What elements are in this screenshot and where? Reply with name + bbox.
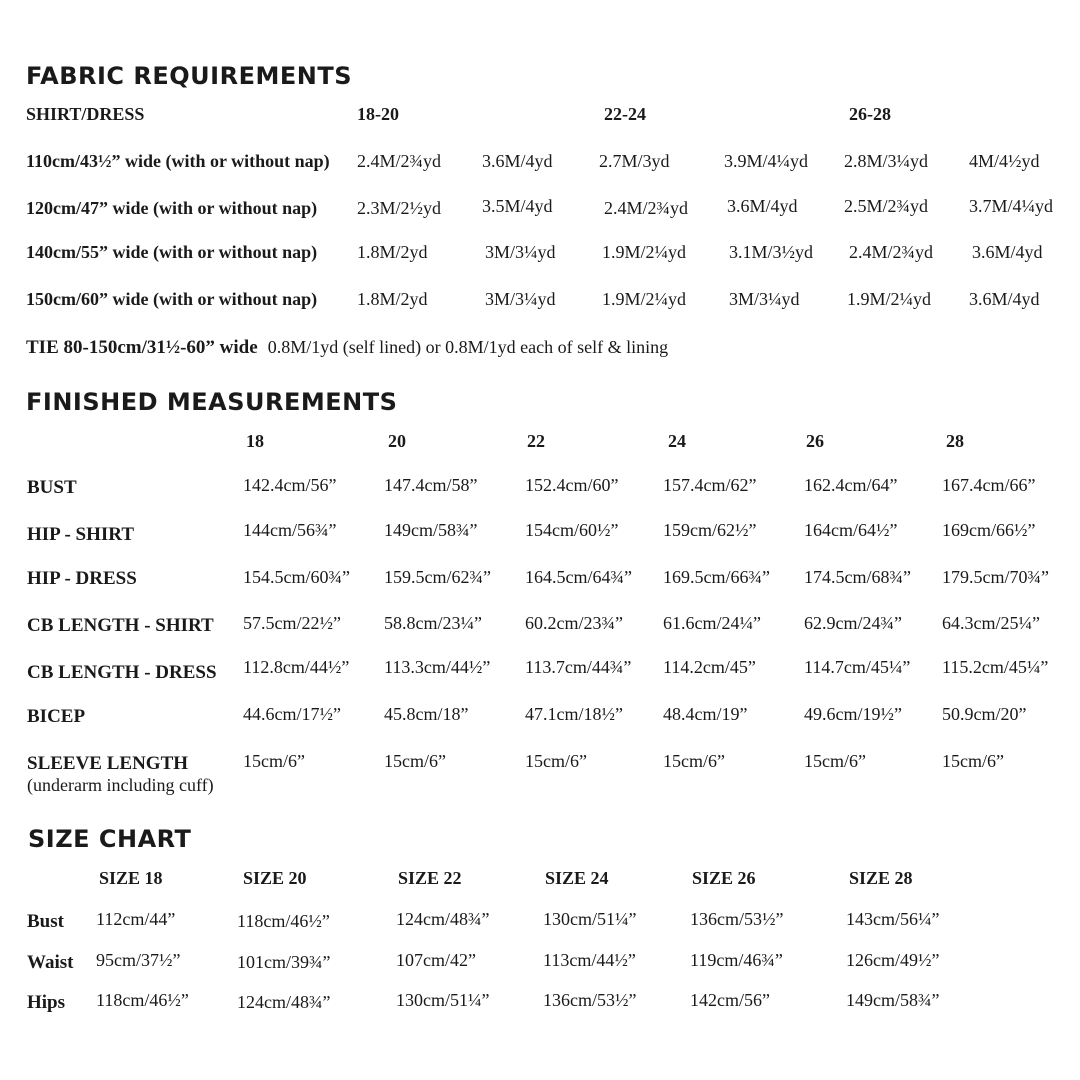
measure-value: 159.5cm/62¾”: [384, 567, 491, 587]
fabric-value: 3.1M/3½yd: [729, 242, 814, 262]
size-chart-value: 101cm/39¾”: [237, 952, 331, 972]
measure-value: 169.5cm/66¾”: [663, 567, 770, 587]
fabric-value: 3.9M/4¼yd: [724, 151, 809, 171]
measure-value: 15cm/6”: [804, 751, 866, 771]
measure-label: SLEEVE LENGTH: [27, 753, 189, 774]
measure-value: 44.6cm/17½”: [243, 704, 341, 724]
size-chart-header: SIZE 22: [398, 868, 462, 888]
size-header: 28: [946, 431, 964, 451]
size-chart-value: 118cm/46½”: [96, 990, 189, 1010]
fabric-value: 2.4M/2¾yd: [604, 198, 689, 218]
measure-value: 60.2cm/23¾”: [525, 613, 623, 633]
size-chart-heading: SIZE CHART: [28, 825, 192, 853]
measure-value: 179.5cm/70¾”: [942, 567, 1049, 587]
size-chart-value: 130cm/51¼”: [543, 909, 637, 929]
size-chart-label: Waist: [27, 952, 74, 973]
size-group-header: 22-24: [604, 104, 646, 124]
measure-label: HIP - SHIRT: [27, 524, 135, 545]
fabric-value: 3.6M/4yd: [969, 289, 1040, 309]
size-chart-value: 107cm/42”: [396, 950, 476, 970]
size-header: 18: [246, 431, 264, 451]
size-chart-value: 119cm/46¾”: [690, 950, 783, 970]
measure-label: CB LENGTH - SHIRT: [27, 615, 214, 636]
measure-value: 152.4cm/60”: [525, 475, 619, 495]
size-chart-label: Hips: [27, 992, 66, 1013]
measure-sublabel: (underarm including cuff): [27, 775, 214, 795]
measure-value: 115.2cm/45¼”: [942, 657, 1049, 677]
tie-row: [26, 337, 668, 359]
measure-value: 154cm/60½”: [525, 520, 619, 540]
size-chart-value: 118cm/46½”: [237, 911, 330, 931]
fabric-width-label: 110cm/43½” wide (with or without nap): [26, 151, 330, 171]
measure-value: 164.5cm/64¾”: [525, 567, 632, 587]
fabric-value: 3M/3¼yd: [485, 242, 556, 262]
fabric-value: 1.8M/2yd: [357, 289, 428, 309]
fabric-value: 2.4M/2¾yd: [357, 151, 442, 171]
size-chart-value: 126cm/49½”: [846, 950, 940, 970]
measure-value: 142.4cm/56”: [243, 475, 337, 495]
measure-value: 49.6cm/19½”: [804, 704, 902, 724]
measure-value: 15cm/6”: [243, 751, 305, 771]
fabric-value: 1.9M/2¼yd: [602, 242, 687, 262]
fabric-value: 1.8M/2yd: [357, 242, 428, 262]
measure-label: HIP - DRESS: [27, 568, 137, 589]
size-group-header: 18-20: [357, 104, 399, 124]
fabric-value: 3.5M/4yd: [482, 196, 553, 216]
size-header: 24: [668, 431, 686, 451]
fabric-value: 2.8M/3¼yd: [844, 151, 929, 171]
measure-value: 15cm/6”: [663, 751, 725, 771]
fabric-value: 4M/4½yd: [969, 151, 1040, 171]
fabric-value: 3.7M/4¼yd: [969, 196, 1054, 216]
size-chart-value: 136cm/53½”: [690, 909, 784, 929]
fabric-value: 2.5M/2¾yd: [844, 196, 929, 216]
measure-value: 114.7cm/45¼”: [804, 657, 911, 677]
fabric-value: 3.6M/4yd: [972, 242, 1043, 262]
size-header: 22: [527, 431, 545, 451]
size-chart-header: SIZE 20: [243, 868, 307, 888]
size-chart-value: 143cm/56¼”: [846, 909, 940, 929]
measure-value: 114.2cm/45”: [663, 657, 756, 677]
measure-value: 57.5cm/22½”: [243, 613, 341, 633]
size-chart-value: 124cm/48¾”: [396, 909, 490, 929]
size-chart-value: 136cm/53½”: [543, 990, 637, 1010]
size-chart-value: 124cm/48¾”: [237, 992, 331, 1012]
measure-value: 112.8cm/44½”: [243, 657, 350, 677]
fabric-width-label: 150cm/60” wide (with or without nap): [26, 289, 318, 309]
measure-value: 15cm/6”: [525, 751, 587, 771]
measure-value: 61.6cm/24¼”: [663, 613, 761, 633]
fabric-value: 2.3M/2½yd: [357, 198, 442, 218]
size-chart-value: 142cm/56”: [690, 990, 770, 1010]
fabric-value: 3.6M/4yd: [482, 151, 553, 171]
shirt-dress-header: SHIRT/DRESS: [26, 104, 145, 124]
measure-value: 144cm/56¾”: [243, 520, 337, 540]
measure-value: 15cm/6”: [942, 751, 1004, 771]
tie-label: TIE 80-150cm/31½-60” wide: [26, 337, 258, 358]
measure-value: 149cm/58¾”: [384, 520, 478, 540]
measure-label: BICEP: [27, 706, 86, 727]
measure-value: 45.8cm/18”: [384, 704, 469, 724]
size-header: 20: [388, 431, 406, 451]
measure-value: 164cm/64½”: [804, 520, 898, 540]
fabric-value: 3M/3¼yd: [729, 289, 800, 309]
measure-value: 169cm/66½”: [942, 520, 1036, 540]
measure-label: CB LENGTH - DRESS: [27, 662, 217, 683]
measure-value: 162.4cm/64”: [804, 475, 898, 495]
measure-value: 147.4cm/58”: [384, 475, 478, 495]
fabric-value: 3.6M/4yd: [727, 196, 798, 216]
size-chart-value: 112cm/44”: [96, 909, 176, 929]
measure-value: 159cm/62½”: [663, 520, 757, 540]
size-header: 26: [806, 431, 824, 451]
size-chart-value: 130cm/51¼”: [396, 990, 490, 1010]
measure-value: 50.9cm/20”: [942, 704, 1027, 724]
measure-value: 15cm/6”: [384, 751, 446, 771]
fabric-requirements-heading: FABRIC REQUIREMENTS: [26, 62, 352, 90]
fabric-value: 3M/3¼yd: [485, 289, 556, 309]
measure-value: 47.1cm/18½”: [525, 704, 623, 724]
fabric-value: 1.9M/2¼yd: [847, 289, 932, 309]
measure-label: BUST: [27, 477, 77, 498]
measure-value: 167.4cm/66”: [942, 475, 1036, 495]
size-chart-header: SIZE 26: [692, 868, 756, 888]
measure-value: 113.7cm/44¾”: [525, 657, 632, 677]
measure-value: 64.3cm/25¼”: [942, 613, 1040, 633]
size-chart-header: SIZE 28: [849, 868, 913, 888]
size-chart-value: 149cm/58¾”: [846, 990, 940, 1010]
tie-text: 0.8M/1yd (self lined) or 0.8M/1yd each of self & lining: [267, 337, 669, 357]
size-chart-header: SIZE 24: [545, 868, 609, 888]
size-chart-label: Bust: [27, 911, 64, 932]
fabric-value: 2.7M/3yd: [599, 151, 670, 171]
size-chart-value: 95cm/37½”: [96, 950, 181, 970]
fabric-value: 1.9M/2¼yd: [602, 289, 687, 309]
measure-value: 154.5cm/60¾”: [243, 567, 350, 587]
measure-value: 174.5cm/68¾”: [804, 567, 911, 587]
measure-value: 58.8cm/23¼”: [384, 613, 482, 633]
finished-measurements-heading: FINISHED MEASUREMENTS: [26, 388, 398, 416]
size-chart-value: 113cm/44½”: [543, 950, 636, 970]
fabric-width-label: 120cm/47” wide (with or without nap): [26, 198, 318, 218]
size-group-header: 26-28: [849, 104, 891, 124]
fabric-value: 2.4M/2¾yd: [849, 242, 934, 262]
size-chart-header: SIZE 18: [99, 868, 163, 888]
fabric-width-label: 140cm/55” wide (with or without nap): [26, 242, 318, 262]
measure-value: 48.4cm/19”: [663, 704, 748, 724]
measure-value: 62.9cm/24¾”: [804, 613, 902, 633]
measure-value: 157.4cm/62”: [663, 475, 757, 495]
measure-value: 113.3cm/44½”: [384, 657, 491, 677]
